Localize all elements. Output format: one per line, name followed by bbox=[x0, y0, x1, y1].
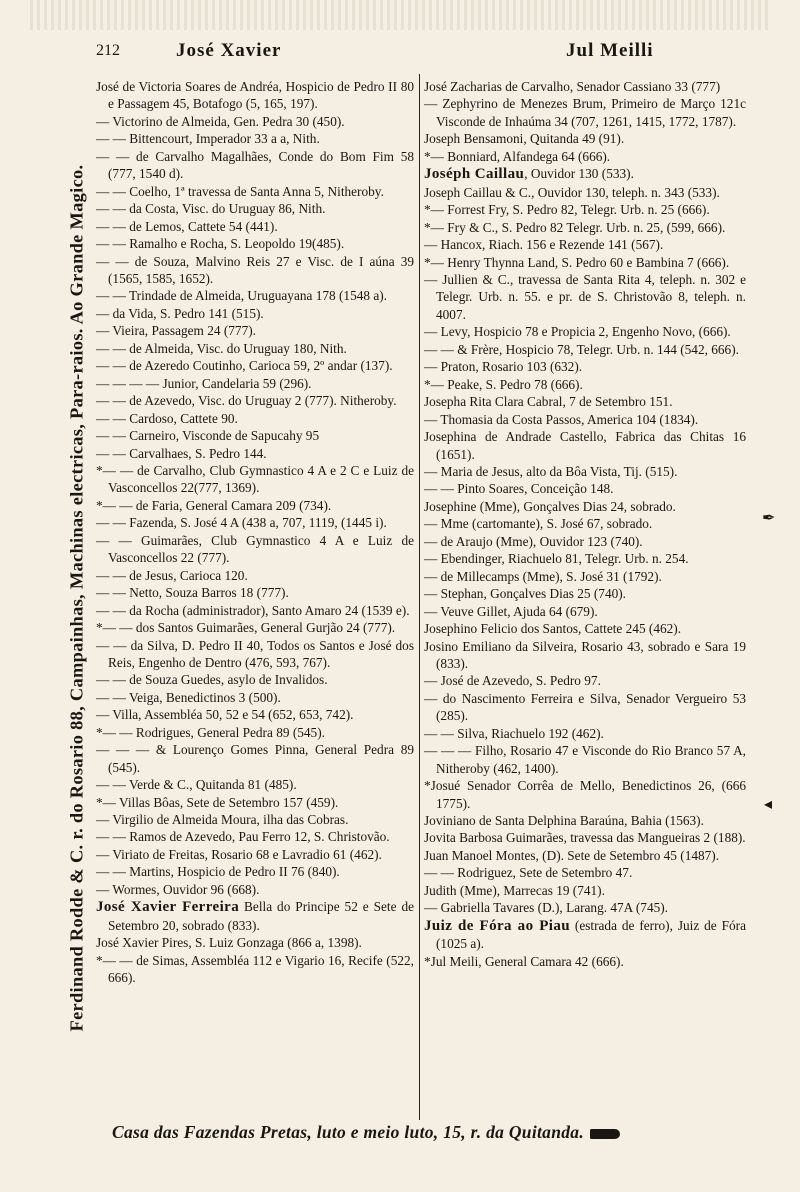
running-header bbox=[96, 40, 756, 68]
left-running-head: José Xavier bbox=[176, 40, 282, 61]
directory-entry: — — de Azevedo, Visc. do Uruguay 2 (777). Nitheroby. bbox=[96, 393, 397, 409]
bold-name: José Xavier Ferreira bbox=[96, 899, 240, 916]
directory-entry: — de Araujo (Mme), Ouvidor 123 (740). bbox=[424, 533, 643, 549]
directory-entry: Josino Emiliano da Silveira, Rosario 43, sobrado e Sara 19 (833). bbox=[424, 638, 746, 671]
directory-entry: José Xavier Pires, S. Luiz Gonzaga (866 a, 1398). bbox=[96, 935, 362, 951]
directory-entry: — — Fazenda, S. José 4 A (438 a, 707, 1119, (1445 i). bbox=[96, 515, 387, 531]
directory-entry: Juan Manoel Montes, (D). Sete de Setembro 45 (1487). bbox=[424, 847, 720, 863]
ink-mark-icon: ✒ bbox=[762, 510, 776, 527]
directory-entry: — — Ramos de Azevedo, Pau Ferro 12, S. Christovão. bbox=[96, 829, 390, 845]
directory-entry: *— Peake, S. Pedro 78 (666). bbox=[424, 376, 583, 392]
directory-entry: — — da Costa, Visc. do Uruguay 86, Nith. bbox=[96, 201, 326, 217]
directory-entry: — — Rodriguez, Sete de Setembro 47. bbox=[424, 865, 633, 881]
vertical-advertisement bbox=[64, 78, 90, 1118]
directory-entry: — — Ramalho e Rocha, S. Leopoldo 19(485). bbox=[96, 236, 345, 252]
directory-entry: José Zacharias de Carvalho, Senador Cassiano 33 (777) bbox=[424, 79, 721, 94]
directory-entry: — Ebendinger, Riachuelo 81, Telegr. Urb. n. 254. bbox=[424, 551, 689, 567]
directory-entry: Josephina de Andrade Castello, Fabrica das Chitas 16 (1651). bbox=[424, 429, 746, 462]
directory-entry: *— — de Carvalho, Club Gymnastico 4 A e 2 C e Luiz de Vasconcellos 22(777, 1369). bbox=[96, 462, 414, 496]
directory-entry: — Maria de Jesus, alto da Bôa Vista, Tij. (515). bbox=[424, 463, 678, 479]
directory-entry: — Praton, Rosario 103 (632). bbox=[424, 359, 583, 375]
directory-entry: — Victorino de Almeida, Gen. Pedra 30 (450). bbox=[96, 113, 345, 129]
directory-entry: — — de Carvalho Magalhães, Conde do Bom Fim 58 (777, 1540 d). bbox=[96, 148, 414, 182]
directory-entry: — — de Jesus, Carioca 120. bbox=[96, 567, 248, 583]
column-divider bbox=[419, 74, 420, 1120]
directory-entry: — — de Almeida, Visc. do Uruguay 180, Nith. bbox=[96, 340, 347, 356]
directory-entry: *— — dos Santos Guimarães, General Gurjão 24 (777). bbox=[96, 620, 396, 636]
directory-entry: *— Villas Bôas, Sete de Setembro 157 (459). bbox=[96, 794, 339, 810]
directory-entry: — — Coelho, 1ª travessa de Santa Anna 5, Nitheroby. bbox=[96, 183, 384, 199]
directory-entry: Joviniano de Santa Delphina Baraúna, Bahia (1563). bbox=[424, 813, 704, 829]
directory-entry: — Mme (cartomante), S. José 67, sobrado. bbox=[424, 516, 653, 532]
directory-entry: — — de Souza Guedes, asylo de Invalidos. bbox=[96, 672, 328, 688]
directory-entry: — Veuve Gillet, Ajuda 64 (679). bbox=[424, 603, 598, 619]
directory-entry: — — da Rocha (administrador), Santo Amaro 24 (1539 e). bbox=[96, 602, 410, 618]
vertical-advertisement-text: Ferdinand Rodde & C. r. do Rosario 88, Campainhas, Machinas electricas, Para-raios. Ao Grande Magico. bbox=[66, 164, 87, 1032]
top-bleed-through bbox=[30, 0, 770, 30]
directory-entry: — Jullien & C., travessa de Santa Rita 4, teleph. n. 302 e Telegr. Urb. n. 55. e pr. de S. Christovão 8, teleph. n. 4007. bbox=[424, 271, 746, 322]
directory-entry: *— Fry & C., S. Pedro 82 Telegr. Urb. n. 25, (599, 666). bbox=[424, 219, 726, 235]
directory-entry-bold bbox=[424, 917, 746, 953]
directory-entry: Jovita Barbosa Guimarães, travessa das Mangueiras 2 (188). bbox=[424, 830, 746, 846]
directory-entry: — do Nascimento Ferreira e Silva, Senador Vergueiro 53 (285). bbox=[424, 690, 746, 724]
directory-entry: — — de Lemos, Cattete 54 (441). bbox=[96, 218, 278, 234]
directory-entry: Josephine (Mme), Gonçalves Dias 24, sobrado. bbox=[424, 498, 676, 514]
directory-entry: — — Carneiro, Visconde de Sapucahy 95 bbox=[96, 428, 320, 444]
directory-entry: Judith (Mme), Marrecas 19 (741). bbox=[424, 882, 605, 898]
directory-entry: — — Silva, Riachuelo 192 (462). bbox=[424, 725, 604, 741]
directory-entry: *— Henry Thynna Land, S. Pedro 60 e Bambina 7 (666). bbox=[424, 254, 730, 270]
footer-text: Casa das Fazendas Pretas, luto e meio luto, 15, r. da Quitanda. bbox=[112, 1122, 585, 1142]
bold-name: Juiz de Fóra ao Piau bbox=[424, 917, 570, 934]
directory-entry: — — de Azeredo Coutinho, Carioca 59, 2º andar (137). bbox=[96, 358, 393, 374]
entry-detail: (estrada de ferro), Juiz de Fóra (1025 a). bbox=[436, 917, 746, 952]
directory-entry: — Virgilio de Almeida Moura, ilha das Cobras. bbox=[96, 812, 349, 828]
directory-entry: — — Martins, Hospicio de Pedro II 76 (840). bbox=[96, 864, 340, 880]
directory-entry: José de Victoria Soares de Andréa, Hospicio de Pedro II 80 e Passagem 45, Botafogo (5, 165, 197). bbox=[96, 79, 414, 112]
directory-entry: — — Bittencourt, Imperador 33 a a, Nith. bbox=[96, 131, 320, 147]
directory-entry: — Hancox, Riach. 156 e Rezende 141 (567). bbox=[424, 237, 664, 253]
right-running-head: Jul Meilli bbox=[566, 40, 654, 61]
directory-entry: — — & Frère, Hospicio 78, Telegr. Urb. n. 144 (542, 666). bbox=[424, 341, 739, 357]
directory-entry: — Viriato de Freitas, Rosario 68 e Lavradio 61 (462). bbox=[96, 846, 382, 862]
directory-entry: — — Veiga, Benedictinos 3 (500). bbox=[96, 689, 281, 705]
directory-entry: *— Forrest Fry, S. Pedro 82, Telegr. Urb. n. 25 (666). bbox=[424, 202, 710, 218]
footer-advertisement bbox=[112, 1122, 752, 1143]
directory-entry: — de Millecamps (Mme), S. José 31 (1792). bbox=[424, 568, 662, 584]
directory-entry-bold bbox=[424, 165, 746, 183]
directory-entry: — — Guimarães, Club Gymnastico 4 A e Luiz de Vasconcellos 22 (777). bbox=[96, 532, 414, 566]
right-column bbox=[424, 78, 746, 1118]
directory-entry: *— — Rodrigues, General Pedra 89 (545). bbox=[96, 724, 325, 740]
directory-entry: — Gabriella Tavares (D.), Larang. 47A (745). bbox=[424, 900, 668, 916]
directory-entry: — — — Filho, Rosario 47 e Visconde do Rio Branco 57 A, Nitheroby (462, 1400). bbox=[424, 743, 746, 776]
entry-detail: Bella do Principe 52 e Sete de Setembro 20, sobrado (833). bbox=[108, 899, 414, 933]
directory-entry: — Zephyrino de Menezes Brum, Primeiro de Março 121c Visconde de Inhaúma 34 (707, 1261, 1415, 1772, 1787). bbox=[424, 96, 746, 129]
directory-entry: — Wormes, Ouvidor 96 (668). bbox=[96, 881, 260, 897]
directory-entry: — — Verde & C., Quitanda 81 (485). bbox=[96, 777, 297, 793]
directory-entry: — — — — Junior, Candelaria 59 (296). bbox=[96, 375, 312, 391]
directory-entry-bold bbox=[96, 898, 414, 934]
directory-entry: Josephino Felicio dos Santos, Cattete 245 (462). bbox=[424, 621, 682, 637]
directory-entry: Joseph Caillau & C., Ouvidor 130, teleph. n. 343 (533). bbox=[424, 184, 720, 200]
directory-entry: — Vieira, Passagem 24 (777). bbox=[96, 323, 256, 339]
directory-entry: *— — de Simas, Assembléa 112 e Vigario 16, Recife (522, 666). bbox=[96, 952, 414, 986]
directory-entry: — — — & Lourenço Gomes Pinna, General Pedra 89 (545). bbox=[96, 742, 414, 775]
directory-entry: — — Cardoso, Cattete 90. bbox=[96, 410, 238, 426]
directory-entry: — Levy, Hospicio 78 e Propicia 2, Engenho Novo, (666). bbox=[424, 324, 731, 340]
ink-mark-icon: ◂ bbox=[764, 796, 773, 813]
directory-entry: *Josué Senador Corrêa de Mello, Benedictinos 26, (666 1775). bbox=[424, 778, 746, 811]
directory-entry: *— Bonniard, Alfandega 64 (666). bbox=[424, 148, 611, 164]
pointing-hand-icon bbox=[590, 1129, 620, 1139]
directory-entry: — — Netto, Souza Barros 18 (777). bbox=[96, 585, 289, 601]
entry-detail: , Ouvidor 130 (533). bbox=[524, 166, 634, 182]
directory-entry: — — Carvalhaes, S. Pedro 144. bbox=[96, 445, 267, 461]
directory-entry: — José de Azevedo, S. Pedro 97. bbox=[424, 673, 601, 689]
directory-entry: — Stephan, Gonçalves Dias 25 (740). bbox=[424, 586, 626, 602]
directory-entry: — Villa, Assembléa 50, 52 e 54 (652, 653, 742). bbox=[96, 707, 354, 723]
directory-entry: *Jul Meili, General Camara 42 (666). bbox=[424, 953, 624, 969]
directory-entry: — — da Silva, D. Pedro II 40, Todos os Santos e José dos Reis, Engenho de Dentro (476, 593, 767). bbox=[96, 637, 414, 670]
directory-entry: Joseph Bensamoni, Quitanda 49 (91). bbox=[424, 131, 625, 147]
directory-entry: *— — de Faria, General Camara 209 (734). bbox=[96, 497, 332, 513]
directory-entry: — — Trindade de Almeida, Uruguayana 178 (1548 a). bbox=[96, 288, 387, 304]
page-number: 212 bbox=[96, 42, 120, 59]
bold-name: Joséph Caillau bbox=[424, 166, 525, 183]
directory-entry: — — Pinto Soares, Conceição 148. bbox=[424, 481, 614, 497]
left-column bbox=[96, 78, 414, 1118]
directory-entry: Josepha Rita Clara Cabral, 7 de Setembro 151. bbox=[424, 394, 673, 410]
directory-entry: — Thomasia da Costa Passos, America 104 (1834). bbox=[424, 411, 699, 427]
directory-entry: — da Vida, S. Pedro 141 (515). bbox=[96, 305, 264, 321]
directory-entry: — — de Souza, Malvino Reis 27 e Visc. de I aúna 39 (1565, 1585, 1652). bbox=[96, 253, 414, 286]
